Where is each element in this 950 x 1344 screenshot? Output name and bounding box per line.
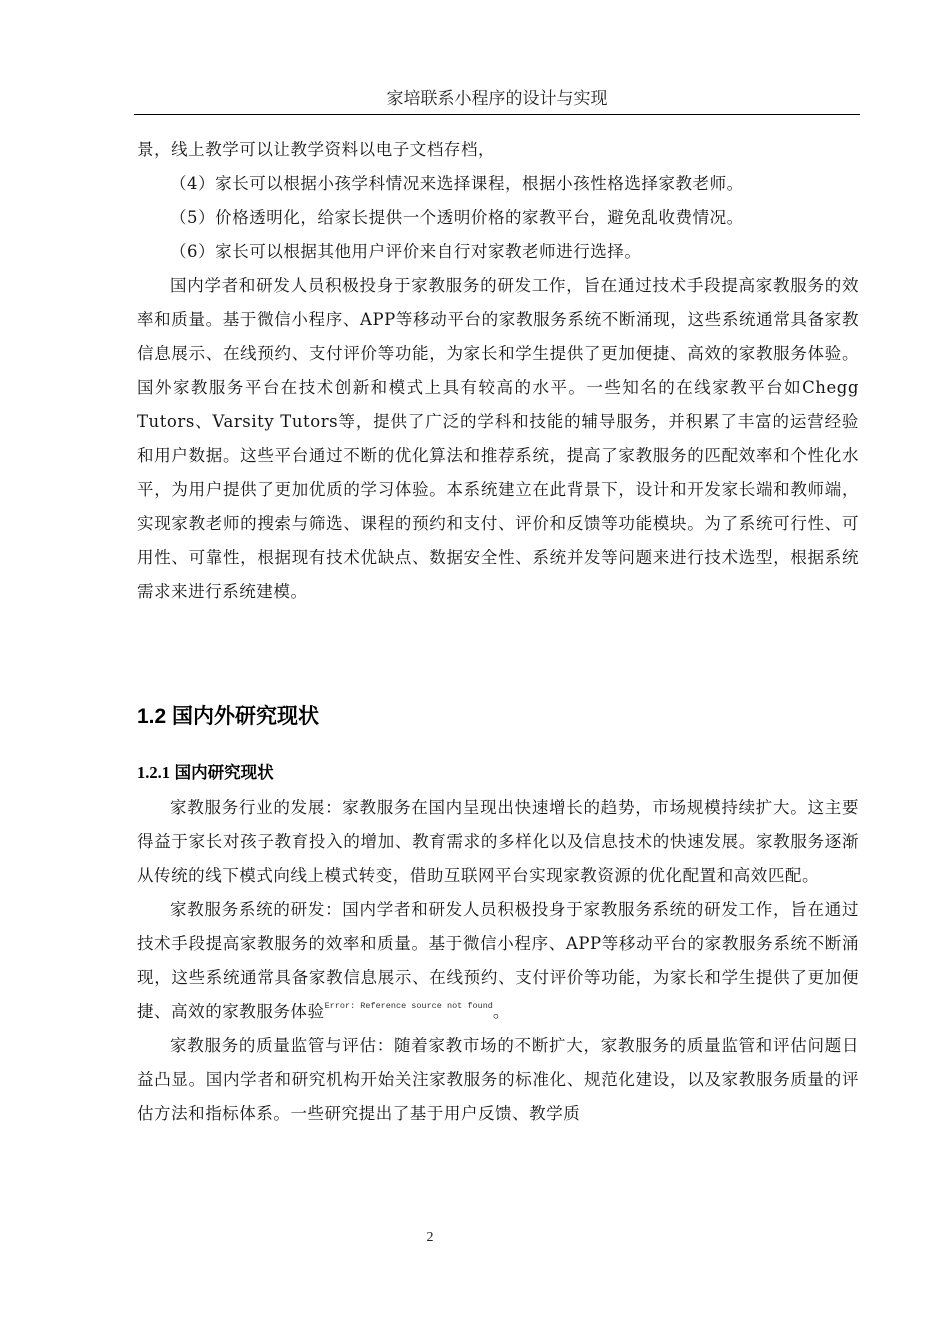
domestic-research-section [137,791,859,1131]
paragraph-end-punctuation: 。 [492,1002,510,1021]
subsection-title: 国内研究现状 [174,764,274,782]
list-item-6: （6）家长可以根据其他用户评价来自行对家教老师进行选择。 [170,242,642,261]
page-number: 2 [426,1230,434,1245]
paragraph-system-research [137,893,859,1029]
section-number: 1.2 [137,705,167,728]
reference-error-field[interactable]: Error: Reference source not found [324,1001,493,1011]
paragraph-quality-supervision: 家教服务的质量监管与评估：随着家教市场的不断扩大，家教服务的质量监管和评估问题日益凸显。国内学者和研究机构开始关注家教服务的标准化、规范化建设，以及家教服务质量的评估方法和指标体系。一些研究提出了基于用户反馈、教学质 [137,1036,859,1123]
continuation-text: 景，线上教学可以让教学资料以电子文档存档， [137,140,496,159]
list-item-5: （5）价格透明化，给家长提供一个透明价格的家教平台，避免乱收费情况。 [170,208,744,227]
running-header [134,88,860,115]
paragraph-industry-development: 家教服务行业的发展：家教服务在国内呈现出快速增长的趋势，市场规模持续扩大。这主要得益于家长对孩子教育投入的增加、教育需求的多样化以及信息技术的快速发展。家教服务逐渐从传统的线下模式向线上模式转变，借助互联网平台实现家教资源的优化配置和高效匹配。 [137,798,859,885]
section-heading-1-2 [137,702,319,732]
subsection-number: 1.2.1 [137,763,170,782]
paragraph-system-research-text: 家教服务系统的研发：国内学者和研发人员积极投身于家教服务系统的研发工作，旨在通过技术手段提高家教服务的效率和质量。基于微信小程序、APP等移动平台的家教服务系统不断涌现，这些系统通常具备家教信息展示、在线预约、支付评价等功能，为家长和学生提供了更加便捷、高效的家教服务体验 [137,900,859,1021]
section-heading-1-2-1 [137,760,274,786]
section-title: 国内外研究现状 [172,705,320,728]
background-paragraph: 国内学者和研发人员积极投身于家教服务的研发工作，旨在通过技术手段提高家教服务的效率和质量。基于微信小程序、APP等移动平台的家教服务系统不断涌现，这些系统通常具备家教信息展示、在线预约、支付评价等功能，为家长和学生提供了更加便捷、高效的家教服务体验。国外家教服务平台在技术创新和模式上具有较高的水平。一些知名的在线家教平台如Chegg Tutors、Varsity Tutors等，提供了广泛的学科和技能的辅导服务，并积累了丰富的运营经验和用户数据。这些平台通过不断的优化算法和推荐系统，提高了家教服务的匹配效率和个性化水平，为用户提供了更加优质的学习体验。本系统建立在此背景下，设计和开发家长端和教师端，实现家教老师的搜索与筛选、课程的预约和支付、评价和反馈等功能模块。为了系统可行性、可用性、可靠性，根据现有技术优缺点、数据安全性、系统并发等问题来进行技术选型，根据系统需求来进行系统建模。 [137,276,859,601]
top-section [137,133,859,609]
list-item-4: （4）家长可以根据小孩学科情况来选择课程，根据小孩性格选择家教老师。 [170,174,744,193]
running-header-title: 家培联系小程序的设计与实现 [386,89,608,109]
